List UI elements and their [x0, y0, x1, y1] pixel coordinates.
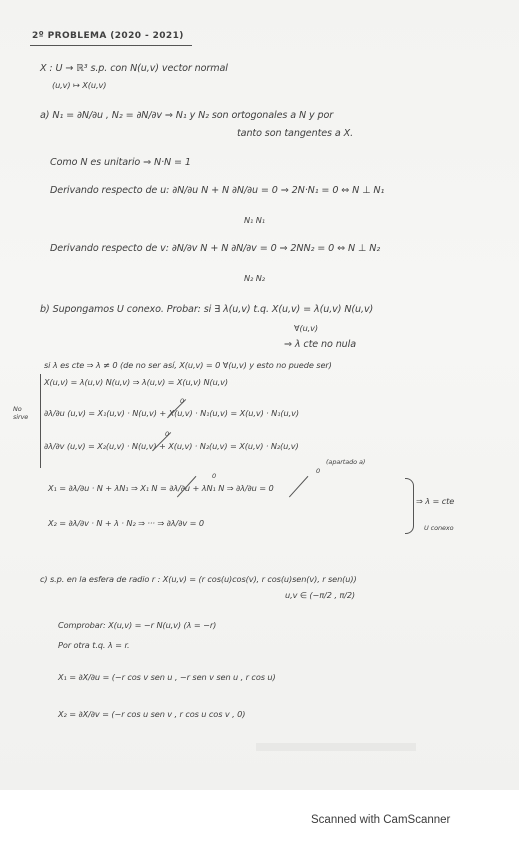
zero-mark: 0: [212, 472, 217, 480]
left-brace: [40, 374, 41, 468]
part-b-line1: b) Supongamos U conexo. Probar: si ∃ λ(u,v) t.q. X(u,v) = λ(u,v) N(u,v): [40, 304, 374, 315]
faded-scribble: [256, 743, 416, 751]
x2-derivation: X₂ = ∂λ/∂v · N + λ · N₂ ⇒ ··· ⇒ ∂λ/∂v = 0: [48, 518, 204, 528]
map-definition: X : U → ℝ³ s.p. con N(u,v) vector normal: [40, 63, 228, 74]
lambda-nonzero-line: si λ es cte ⇒ λ ≠ 0 (de no ser así, X(u,v) = 0 ∀(u,v) y esto no puede ser): [44, 360, 332, 370]
part-b-conclusion: ⇒ λ cte no nula: [284, 339, 357, 350]
problem-header: 2º PROBLEMA (2020 - 2021): [32, 31, 184, 41]
lambda-expression: X(u,v) = λ(u,v) N(u,v) ⇒ λ(u,v) = X(u,v) N(u,v): [44, 377, 229, 387]
zero-mark: 0: [165, 430, 170, 438]
unit-normal-line: Como N es unitario ⇒ N·N = 1: [50, 157, 191, 168]
map-mapping: (u,v) ↦ X(u,v): [52, 80, 107, 90]
uconexo-note: U conexo: [424, 524, 454, 532]
no-sirve-note: No sirve: [13, 405, 29, 421]
comprobar-line: Comprobar: X(u,v) = −r N(u,v) (λ = −r): [58, 620, 217, 630]
apartado-note: (apartado a): [326, 458, 366, 466]
zero-mark: 0: [180, 397, 185, 405]
part-c-domain: u,v ∈ (−π/2 , π/2): [285, 590, 356, 600]
part-a-line2: tanto son tangentes a X.: [237, 128, 354, 139]
camscanner-watermark: Scanned with CamScanner: [311, 814, 451, 826]
lambda-constant-result: ⇒ λ = cte: [416, 496, 455, 506]
scan-footer: [0, 790, 519, 848]
zero-mark: 0: [316, 467, 321, 475]
derivative-v-under: N₂ N₂: [244, 273, 265, 283]
derivative-v-line: Derivando respecto de v: ∂N/∂v N + N ∂N/∂v = 0 ⇒ 2NN₂ = 0 ⇔ N ⊥ N₂: [50, 243, 381, 254]
part-b-forall: ∀(u,v): [294, 323, 319, 333]
right-brace: [405, 478, 414, 534]
dlambda-du-line: ∂λ/∂u (u,v) = X₁(u,v) · N(u,v) + X(u,v) · N₁(u,v) = X(u,v) · N₁(u,v): [44, 408, 299, 418]
part-c-line1: c) s.p. en la esfera de radio r : X(u,v) = (r cos(u)cos(v), r cos(u)sen(v), r sen(u)): [40, 574, 357, 584]
x1-partial-line: X₁ = ∂X/∂u = (−r cos v sen u , −r sen v sen u , r cos u): [58, 672, 276, 682]
derivative-u-under: N₁ N₁: [244, 215, 265, 225]
derivative-u-line: Derivando respecto de u: ∂N/∂u N + N ∂N/∂u = 0 ⇒ 2N·N₁ = 0 ⇔ N ⊥ N₁: [50, 185, 385, 196]
part-a-line1: a) N₁ = ∂N/∂u , N₂ = ∂N/∂v ⇒ N₁ y N₂ son ortogonales a N y por: [40, 110, 334, 121]
x2-partial-line: X₂ = ∂X/∂v = (−r cos u sen v , r cos u cos v , 0): [58, 709, 246, 719]
strike-mark: [289, 476, 309, 498]
por-otra-line: Por otra t.q. λ = r.: [58, 640, 130, 650]
dlambda-dv-line: ∂λ/∂v (u,v) = X₂(u,v) · N(u,v) + X(u,v) · N₂(u,v) = X(u,v) · N₂(u,v): [44, 441, 299, 451]
header-underline: [30, 45, 192, 46]
x1-derivation: X₁ = ∂λ/∂u · N + λN₁ ⇒ X₁ N = ∂λ/∂u + λN₁ N ⇒ ∂λ/∂u = 0: [48, 483, 274, 493]
